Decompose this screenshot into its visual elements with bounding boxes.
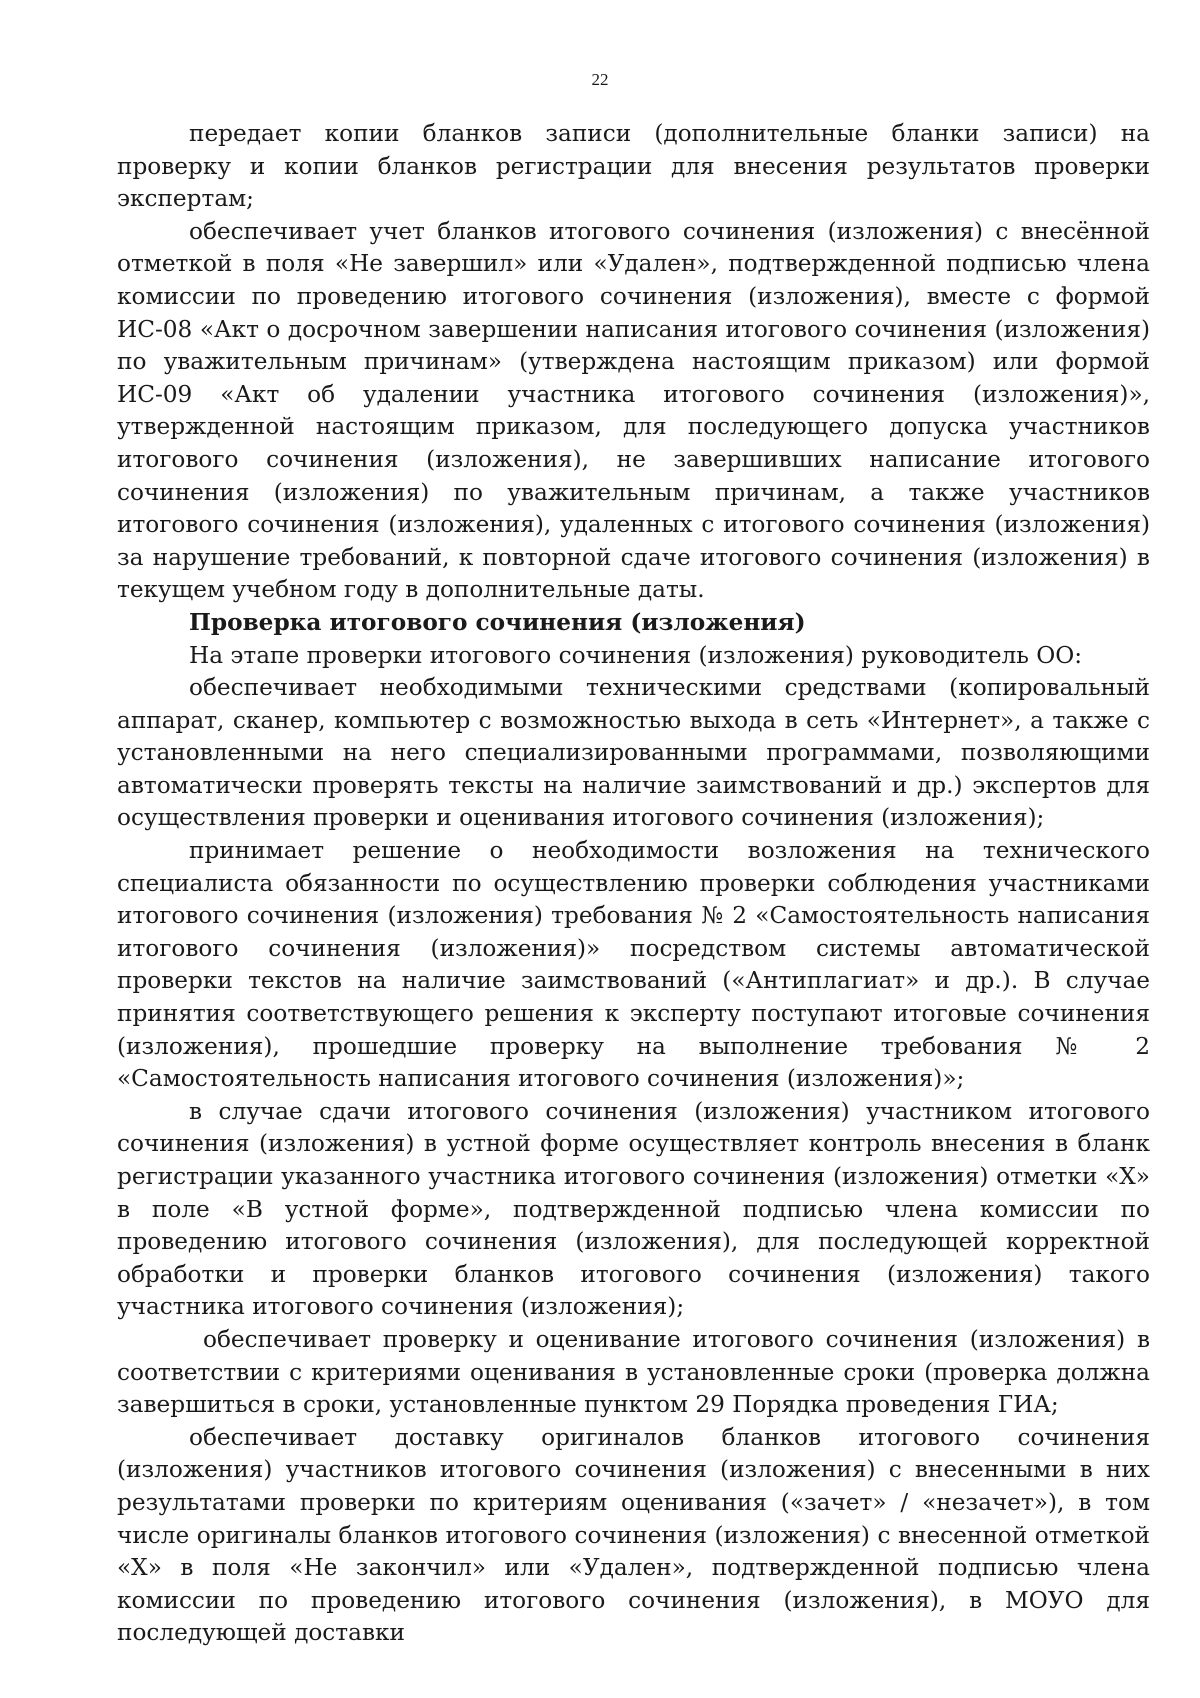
paragraph-blank-accounting: обеспечивает учет бланков итогового сочинения (изложения) с внесённой отметкой в поля «Не завершил» или «Удален», подтвержденной подписью члена комиссии по проведению итогового сочинения (изложения), вместе с формой ИС-08 «Акт о досрочном завершении написания итогового сочинения (изложения) по уважительным причинам» (утверждена настоящим приказом) или формой ИС-09 «Акт об удалении участника итогового сочинения (изложения)», утвержденной настоящим приказом, для последующего допуска участников итогового сочинения (изложения), не завершивших написание итогового сочинения (изложения) по уважительным причинам, а также участников итогового сочинения (изложения), удаленных с итогового сочинения (изложения) за нарушение требований, к повторной сдаче итогового сочинения (изложения) в текущем учебном году в дополнительные даты. bbox=[117, 217, 1150, 604]
paragraph-technical-means: обеспечивает необходимыми техническими средствами (копировальный аппарат, сканер, компьютер с возможностью выхода в сеть «Интернет», а также с установленными на него специализированными программами, позволяющими автоматически проверять тексты на наличие заимствований и др.) экспертов для осуществления проверки и оценивания итогового сочинения (изложения); bbox=[117, 674, 1150, 832]
paragraph-check-stage-intro: На этапе проверки итогового сочинения (изложения) руководитель ОО: bbox=[189, 641, 1083, 669]
paragraph-antiplagiarism-decision: принимает решение о необходимости возложения на технического специалиста обязанности по осуществлению проверки соблюдения участниками итогового сочинения (изложения) требования № 2 «Самостоятельность написания итогового сочинения (изложения)» посредством системы автоматической проверки текстов на наличие заимствований («Антиплагиат» и др.). В случае принятия соответствующего решения к эксперту поступают итоговые сочинения (изложения), прошедшие проверку на выполнение требования № 2 «Самостоятельность написания итогового сочинения (изложения)»; bbox=[117, 837, 1150, 1093]
section-heading-check: Проверка итогового сочинения (изложения) bbox=[189, 608, 806, 636]
page-number: 22 bbox=[591, 70, 609, 89]
paragraph-check-deadlines: обеспечивает проверку и оценивание итогового сочинения (изложения) в соответствии с критериями оценивания в установленные сроки (проверка должна завершиться в сроки, установленные пунктом 29 Порядка проведения ГИА; bbox=[117, 1325, 1150, 1419]
document-body bbox=[117, 118, 1150, 1650]
paragraph-oral-form: в случае сдачи итогового сочинения (изложения) участником итогового сочинения (изложения) в устной форме осуществляет контроль внесения в бланк регистрации указанного участника итогового сочинения (изложения) отметки «Х» в поле «В устной форме», подтвержденной подписью члена комиссии по проведению итогового сочинения (изложения), для последующей корректной обработки и проверки бланков итогового сочинения (изложения) такого участника итогового сочинения (изложения); bbox=[117, 1097, 1150, 1321]
paragraph-originals-delivery: обеспечивает доставку оригиналов бланков итогового сочинения (изложения) участников итогового сочинения (изложения) с внесенными в них результатами проверки по критериям оценивания («зачет» / «незачет»), в том числе оригиналы бланков итогового сочинения (изложения) с внесенной отметкой «Х» в поля «Не закончил» или «Удален», подтвержденной подписью члена комиссии по проведению итогового сочинения (изложения), в МОУО для последующей доставки bbox=[117, 1423, 1150, 1647]
paragraph-copies-transfer: передает копии бланков записи (дополнительные бланки записи) на проверку и копии бланков регистрации для внесения результатов проверки экспертам; bbox=[117, 120, 1150, 213]
